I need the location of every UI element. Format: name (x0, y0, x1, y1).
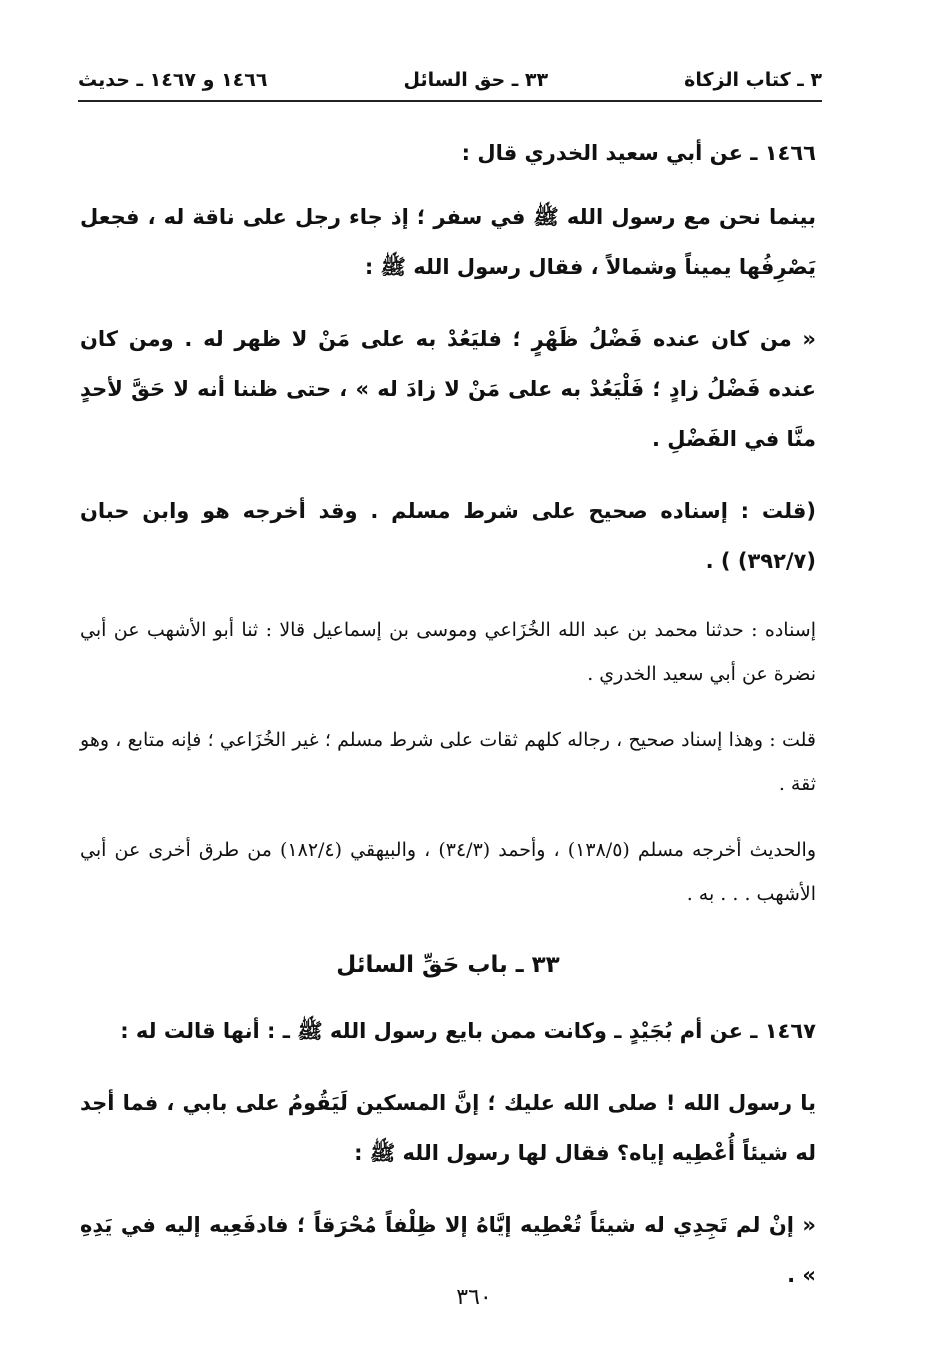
hadith-1466-intro: ١٤٦٦ ـ عن أبي سعيد الخدري قال : (461, 141, 816, 165)
hadith-1466-isnad: إسناده : حدثنا محمد بن عبد الله الخُزَاعي وموسى بن إسماعيل قالا : ثنا أبو الأشهب عن أبي نضرة عن أبي سعيد الخدري . (80, 619, 816, 685)
hadith-1467-intro: ١٤٦٧ ـ عن أم بُجَيْدٍ ـ وكانت ممن بايع رسول الله ﷺ ـ : أنها قالت له : (120, 1019, 816, 1043)
header-hadith-range: ١٤٦٦ و ١٤٦٧ ـ حديث (78, 69, 268, 91)
section-title: ٣٣ ـ باب حَقِّ السائل (336, 952, 560, 978)
header-book-title: ٣ ـ كتاب الزكاة (684, 69, 822, 91)
hadith-1466-narrative: بينما نحن مع رسول الله ﷺ في سفر ؛ إذ جاء رجل على ناقة له ، فجعل يَصْرِفُها يميناً وشمالاً ، فقال رسول الله ﷺ : (80, 205, 816, 279)
hadith-1467-saying: « إنْ لم تَجِدِي له شيئاً تُعْطِيه إيَّاهُ إلا ظِلْفاً مُحْرَقاً ؛ فادفَعِيه إليه في يَدِهِ » . (80, 1213, 816, 1287)
hadith-1467-narrative: يا رسول الله ! صلى الله عليك ؛ إنَّ المسكين لَيَقُومُ على بابي ، فما أجد له شيئاً أُعْطِيه إياه؟ فقال لها رسول الله ﷺ : (80, 1091, 816, 1165)
header-chapter-title: ٣٣ ـ حق السائل (403, 69, 549, 91)
hadith-1466-takhrij: والحديث أخرجه مسلم (١٣٨/٥) ، وأحمد (٣٤/٣) ، والبيهقي (١٨٢/٤) من طرق أخرى عن أبي الأشهب . . . به . (80, 839, 816, 905)
page-number: ٣٦٠ (456, 1285, 492, 1310)
hadith-1466-grading: قلت : وهذا إسناد صحيح ، رجاله كلهم ثقات على شرط مسلم ؛ غير الخُزَاعي ؛ فإنه متابع ، وهو ثقة . (80, 729, 816, 795)
hadith-1466-saying: « من كان عنده فَضْلُ ظَهْرٍ ؛ فليَعُدْ به على مَنْ لا ظهر له . ومن كان عنده فَضْلُ زادٍ ؛ فَلْيَعُدْ به على مَنْ لا زادَ له » ، حتى ظننا أنه لا حَقَّ لأحدٍ منَّا في الفَضْلِ . (80, 327, 816, 451)
page-body (80, 128, 816, 1322)
hadith-1466-note: (قلت : إسناده صحيح على شرط مسلم . وقد أخرجه هو وابن حبان (٣٩٢/٧) ) . (80, 499, 816, 573)
running-header (78, 60, 822, 102)
